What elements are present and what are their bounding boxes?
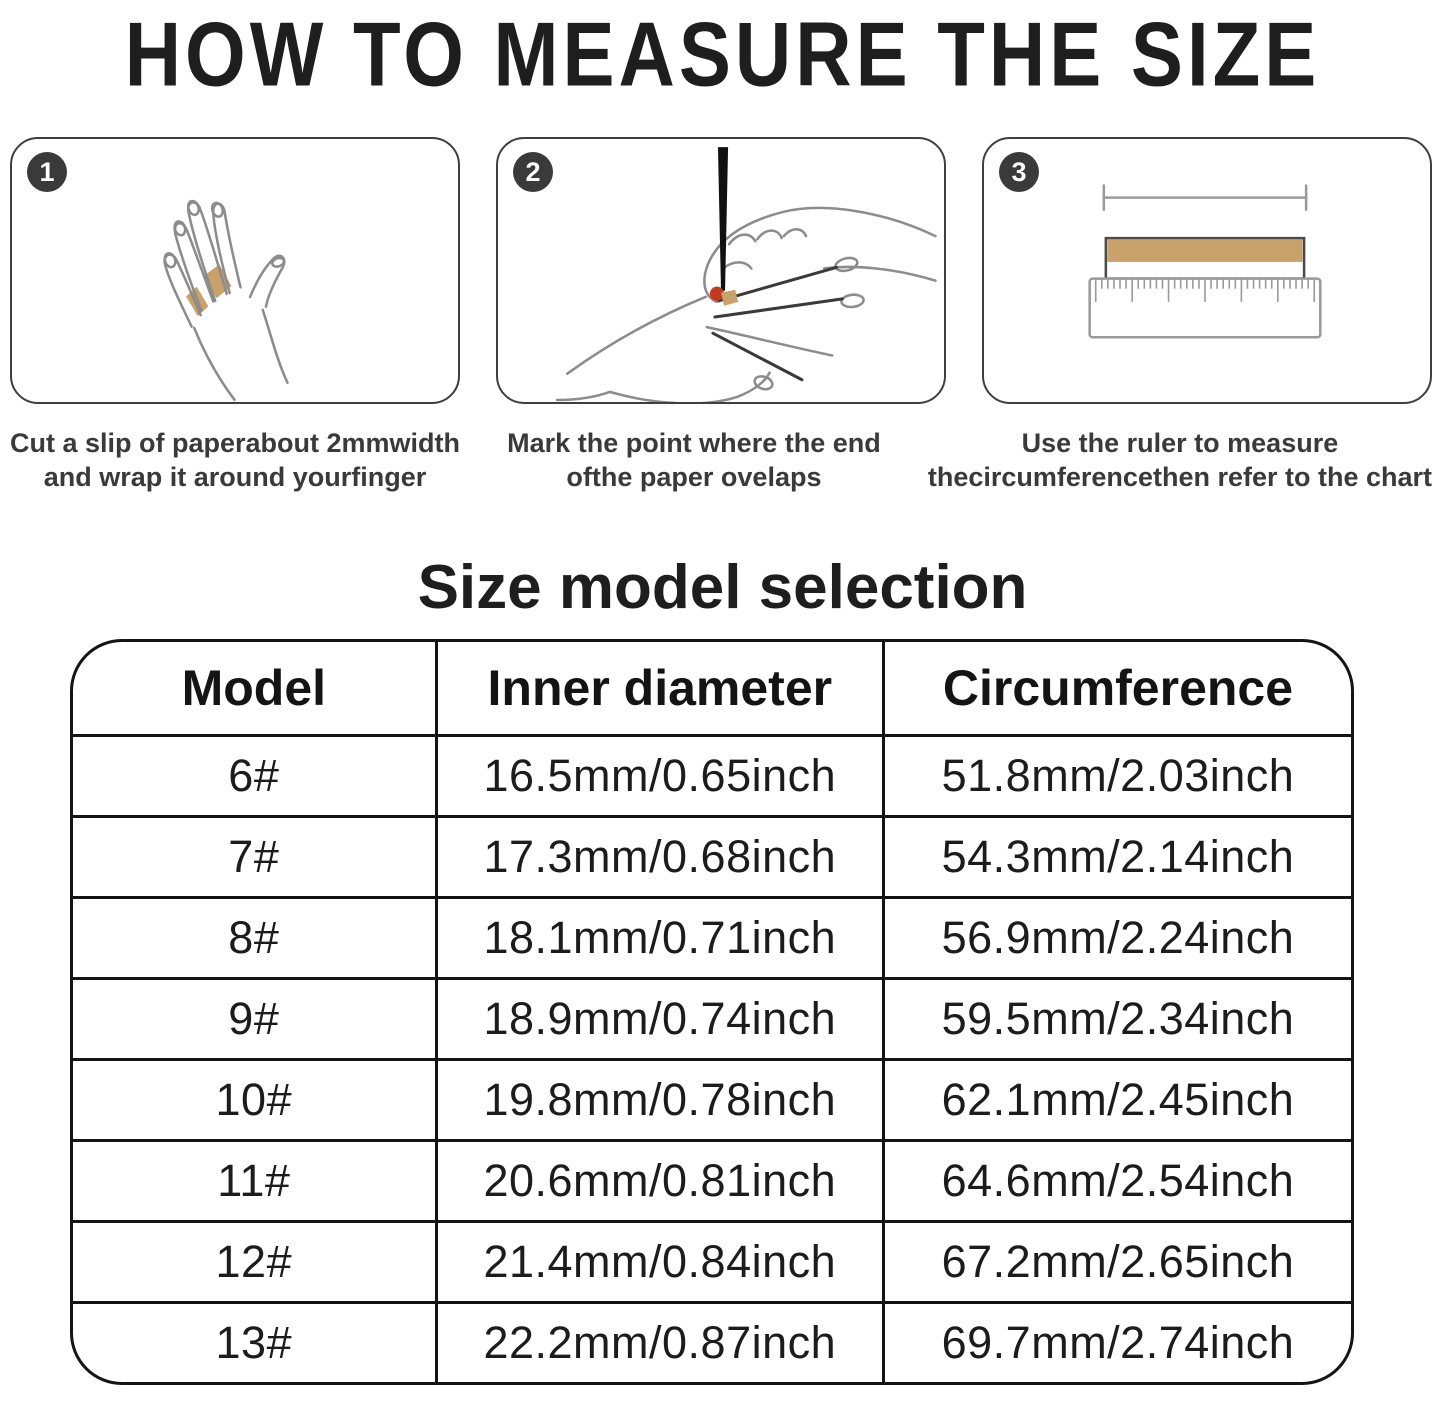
table-body [73, 734, 1351, 1382]
inner-diameter-cell: 22.2mm/0.87inch [435, 1304, 882, 1382]
inner-diameter-cell: 16.5mm/0.65inch [435, 737, 882, 815]
circumference-cell: 59.5mm/2.34inch [882, 980, 1351, 1058]
table-row [73, 1301, 1351, 1382]
table-row [73, 815, 1351, 896]
inner-diameter-cell: 21.4mm/0.84inch [435, 1223, 882, 1301]
step-1-panel [10, 137, 460, 404]
pen-icon [718, 147, 728, 291]
circumference-cell: 54.3mm/2.14inch [882, 818, 1351, 896]
circumference-cell: 56.9mm/2.24inch [882, 899, 1351, 977]
model-cell: 7# [228, 831, 280, 882]
step-3-panel [982, 137, 1432, 404]
hand-marking-pen-icon [498, 139, 944, 402]
inner-diameter-cell: 18.1mm/0.71inch [435, 899, 882, 977]
step-3-caption-line1: Use the ruler to measure [1021, 428, 1339, 458]
model-cell: 13# [215, 1317, 293, 1368]
step-2-caption [496, 426, 892, 494]
inner-diameter-cell: 20.6mm/0.81inch [435, 1142, 882, 1220]
circumference-cell: 51.8mm/2.03inch [882, 737, 1351, 815]
model-cell: 12# [215, 1236, 293, 1287]
circumference-cell: 69.7mm/2.74inch [882, 1304, 1351, 1382]
step-2-badge: 2 [513, 152, 553, 192]
step-3-badge: 3 [999, 152, 1039, 192]
section-heading: Size model selection [417, 553, 1028, 622]
table-row [73, 1139, 1351, 1220]
inner-diameter-header: Inner diameter [435, 642, 882, 734]
model-cell: 6# [228, 750, 280, 801]
step-2-caption-line1: Mark the point where the end [507, 428, 881, 458]
model-cell: 8# [228, 912, 280, 963]
inner-diameter-cell: 18.9mm/0.74inch [435, 980, 882, 1058]
step-2-caption-line2: ofthe paper ovelaps [566, 462, 822, 492]
inner-diameter-cell: 17.3mm/0.68inch [435, 818, 882, 896]
step-2-panel [496, 137, 946, 404]
circumference-header: Circumference [882, 642, 1351, 734]
step-1-caption-line2: and wrap it around yourfinger [43, 462, 427, 492]
model-cell: 11# [217, 1155, 291, 1206]
table-row [73, 896, 1351, 977]
step-1-caption-line1: Cut a slip of paperabout 2mmwidth [10, 428, 461, 458]
table-row [73, 1058, 1351, 1139]
step-captions [10, 426, 1432, 494]
step-3-caption [928, 426, 1432, 494]
ruler-measure-icon [984, 139, 1430, 402]
size-table [70, 639, 1354, 1385]
table-row [73, 1220, 1351, 1301]
table-row [73, 977, 1351, 1058]
table-row [73, 734, 1351, 815]
circumference-cell: 64.6mm/2.54inch [882, 1142, 1351, 1220]
page-title: HOW TO MEASURE THE SIZE [124, 3, 1321, 106]
step-3-caption-line2: thecircumferencethen refer to the chart [927, 462, 1432, 492]
hand-with-paper-strip-icon [12, 139, 458, 402]
model-cell: 9# [228, 993, 280, 1044]
table-header-row [73, 642, 1351, 734]
circumference-cell: 67.2mm/2.65inch [882, 1223, 1351, 1301]
circumference-cell: 62.1mm/2.45inch [882, 1061, 1351, 1139]
step-panels [10, 137, 1432, 404]
step-1-badge: 1 [27, 152, 67, 192]
step-1-caption [10, 426, 460, 494]
model-cell: 10# [215, 1074, 293, 1125]
model-header: Model [181, 660, 327, 716]
inner-diameter-cell: 19.8mm/0.78inch [435, 1061, 882, 1139]
